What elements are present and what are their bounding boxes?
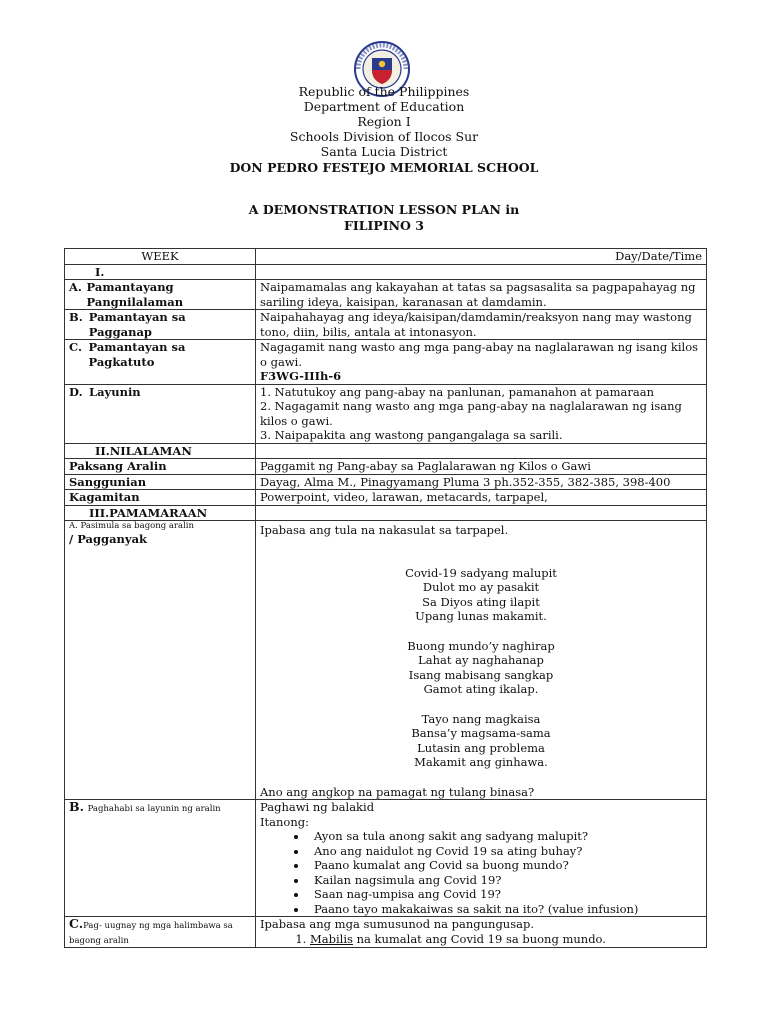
table-row — [65, 384, 707, 443]
row-label: Pamantayan sa Pagkatuto — [88, 340, 186, 369]
table-row — [65, 490, 707, 506]
label-cell — [65, 310, 256, 340]
content-cell — [256, 521, 707, 800]
poem-question: Ano ang angkop na pamagat ng tulang binasa? — [260, 784, 535, 799]
empty-cell — [256, 264, 707, 280]
step-a-label: A. Pasimula sa bagong aralin — [69, 521, 194, 531]
list-item: • Paano tayo makakaiwas sa sakit na ito? (value infusion) — [308, 902, 702, 917]
poem-stanza — [260, 639, 702, 697]
step-a-sublabel: / Pagganyak — [69, 532, 147, 546]
row-key: A. — [69, 280, 82, 294]
question-list — [260, 829, 702, 916]
competency-code: F3WG-IIIh-6 — [260, 369, 342, 383]
content-cell: Naipamamalas ang kakayahan at tatas sa pagsasalita sa pagpapahayag ng sariling ideya, kaisipan, karanasan at damdamin. — [256, 280, 707, 310]
empty-cell — [256, 443, 707, 459]
poem-line: Sa Diyos ating ilapit — [422, 594, 540, 609]
poem — [260, 566, 702, 770]
example-list — [260, 932, 702, 947]
row-key: B. — [69, 310, 83, 324]
header-republic: Republic of the Philippines — [298, 84, 470, 99]
header-department: Department of Education — [303, 99, 465, 114]
poem-line: Makamit ang ginhawa. — [414, 755, 548, 769]
school-name: DON PEDRO FESTEJO MEMORIAL SCHOOL — [229, 160, 539, 175]
content-cell: Powerpoint, video, larawan, metacards, tarpapel, — [256, 490, 707, 506]
poem-line: Bansa’y magsama-sama — [411, 726, 551, 740]
step-b-line: Itanong: — [260, 814, 309, 829]
row-key: D. — [69, 384, 83, 399]
content-cell: Naipahahayag ang ideya/kaisipan/damdamin/reaksyon nang may wastong tono, diin, bilis, antala at intonasyon. — [256, 310, 707, 340]
header-division: Schools Division of Ilocos Sur — [289, 129, 479, 144]
row-label: Layunin — [89, 384, 141, 399]
step-b-label: Paghahabi sa layunin ng aralin — [87, 804, 221, 814]
label-cell — [65, 917, 256, 948]
label-cell — [65, 384, 256, 443]
table-row — [65, 443, 707, 459]
week-cell: WEEK — [65, 249, 256, 265]
poem-line: Covid-19 sadyang malupit — [405, 565, 557, 580]
label-cell — [65, 521, 256, 800]
table-row — [65, 505, 707, 521]
list-item: • Kailan nagsimula ang Covid 19? — [308, 873, 702, 888]
example-rest: na kumalat ang Covid 19 sa buong mundo. — [352, 931, 606, 946]
header-district: Santa Lucia District — [320, 144, 448, 159]
section-1-heading: I. — [65, 264, 256, 280]
label-cell — [65, 340, 256, 385]
content-cell — [256, 917, 707, 948]
poem-line: Upang lunas makamit. — [415, 609, 547, 623]
table-row — [65, 459, 707, 475]
list-item: • Paano kumalat ang Covid sa buong mundo? — [308, 858, 702, 873]
list-item — [310, 932, 702, 947]
content-cell — [256, 340, 707, 385]
competency-text: Nagagamit nang wasto ang mga pang-abay na naglalarawan ng isang kilos o gawi. — [260, 340, 699, 369]
section-3-heading: III.PAMAMARAAN — [65, 505, 256, 521]
objective-item: 1. Natutukoy ang pang-abay na panlunan, pamanahon at pamaraan — [260, 384, 654, 399]
table-row — [65, 264, 707, 280]
poem-line: Dulot mo ay pasakit — [422, 580, 540, 594]
content-cell — [256, 384, 707, 443]
objective-item: 2. Nagagamit nang wasto ang mga pang-abay na naglalarawan ng isang kilos o gawi. — [260, 399, 682, 428]
label-cell — [65, 800, 256, 917]
step-c-key: C. — [69, 916, 84, 931]
step-b-key: B. — [69, 799, 84, 814]
table-row — [65, 800, 707, 917]
title-line-1: A DEMONSTRATION LESSON PLAN in — [248, 202, 520, 217]
lesson-plan-title — [0, 202, 768, 234]
empty-cell — [256, 505, 707, 521]
label-cell: Paksang Aralin — [65, 459, 256, 475]
row-label: Pamantayan sa Pagganap — [88, 310, 186, 339]
poem-line: Tayo nang magkaisa — [421, 711, 541, 726]
poem-line: Lutasin ang problema — [417, 740, 545, 755]
daydate-cell: Day/Date/Time — [256, 249, 707, 265]
table-row — [65, 521, 707, 800]
step-c-line: Ipabasa ang mga sumusunod na pangungusap. — [260, 917, 534, 931]
row-key: C. — [69, 340, 82, 354]
content-cell — [256, 800, 707, 917]
label-cell — [65, 280, 256, 310]
content-cell: Dayag, Alma M., Pinagyamang Pluma 3 ph.352-355, 382-385, 398-400 — [256, 474, 707, 490]
row-label: Pamantayang Pangnilalaman — [86, 280, 184, 309]
list-item: • Saan nag-umpisa ang Covid 19? — [308, 887, 702, 902]
table-row — [65, 249, 707, 265]
table-row — [65, 340, 707, 385]
poem-line: Isang mabisang sangkap — [408, 667, 554, 682]
section-2-heading: II.NILALAMAN — [65, 443, 256, 459]
poem-stanza — [260, 566, 702, 624]
label-cell: Kagamitan — [65, 490, 256, 506]
step-c-label: Pag- uugnay ng mga halimbawa sa bagong aralin — [69, 921, 233, 946]
agency-header — [0, 84, 768, 159]
table-row — [65, 280, 707, 310]
objective-item: 3. Naipapakita ang wastong pangangalaga sa sarili. — [260, 428, 563, 442]
table-row — [65, 474, 707, 490]
poem-instruction: Ipabasa ang tula na nakasulat sa tarpapel. — [260, 523, 509, 537]
title-line-2: FILIPINO 3 — [344, 218, 424, 233]
list-item: • Ano ang naidulot ng Covid 19 sa ating buhay? — [308, 844, 702, 859]
poem-line: Gamot ating ikalap. — [423, 682, 539, 696]
lesson-plan-table — [64, 248, 707, 948]
step-b-line: Paghawi ng balakid — [260, 800, 375, 814]
poem-line: Buong mundo’y naghirap — [407, 638, 555, 653]
underlined-adverb: Mabilis — [310, 931, 353, 946]
poem-stanza — [260, 712, 702, 770]
table-row — [65, 310, 707, 340]
table-row — [65, 917, 707, 948]
poem-line: Lahat ay naghahanap — [418, 653, 544, 667]
list-item: • Ayon sa tula anong sakit ang sadyang malupit? — [308, 829, 702, 844]
content-cell: Paggamit ng Pang-abay sa Paglalarawan ng Kilos o Gawi — [256, 459, 707, 475]
label-cell: Sanggunian — [65, 474, 256, 490]
header-region: Region I — [357, 114, 411, 129]
